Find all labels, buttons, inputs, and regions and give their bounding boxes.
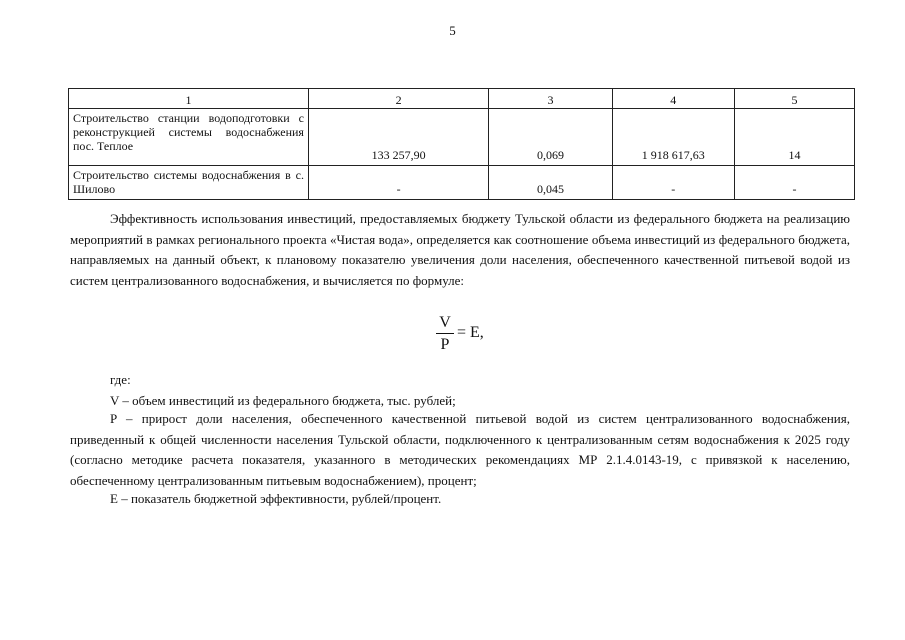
table-header-cell: 5: [734, 89, 854, 109]
formula-numerator: V: [436, 313, 454, 334]
table-cell: 0,045: [489, 166, 612, 200]
table-row: [69, 166, 855, 200]
table-cell: 1 918 617,63: [612, 109, 734, 166]
table-header-cell: 3: [489, 89, 612, 109]
table-cell: 133 257,90: [308, 109, 488, 166]
table-header-row: [69, 89, 855, 109]
object-name-cell: Строительство системы водоснабжения в с. Шилово: [69, 166, 309, 200]
table-header-cell: 2: [308, 89, 488, 109]
table-cell: -: [612, 166, 734, 200]
investment-table: [68, 88, 855, 200]
where-label: где:: [110, 372, 131, 387]
table-cell: -: [308, 166, 488, 200]
definition-v: V – объем инвестиций из федерального бюджета, тыс. рублей;: [110, 393, 456, 408]
formula-result: = E,: [457, 324, 484, 341]
object-name-cell: Строительство станции водоподготовки с реконструкцией системы водоснабжения пос. Теплое: [69, 109, 309, 166]
table-cell: 14: [734, 109, 854, 166]
definition-p: P – прирост доли населения, обеспеченного качественной питьевой водой из систем централизованного водоснабжения, приведенный к общей численности населения Тульской области, подключенного к централизованным сетям водоснабжения к 2025 году (согласно методике расчета показателя, указанного в методических рекомендациях МР 2.1.4.0143-19, с привязкой к населению, обеспеченному централизованным питьевым водоснабжением), процент;: [70, 411, 850, 489]
formula-fraction: [436, 313, 454, 354]
table-header-cell: 1: [69, 89, 309, 109]
table-row: [69, 109, 855, 166]
table-header-cell: 4: [612, 89, 734, 109]
formula-denominator: P: [440, 336, 450, 353]
page-number: 5: [449, 23, 456, 38]
efficiency-paragraph: Эффективность использования инвестиций, предоставляемых бюджету Тульской области из федерального бюджета на реализацию мероприятий в рамках регионального проекта «Чистая вода», определяется как соотношение объема инвестиций из федерального бюджета, направляемых на данный объект, к плановому показателю увеличения доли населения, обеспеченного качественной питьевой водой из систем централизованного водоснабжения, и вычисляется по формуле:: [70, 211, 850, 289]
table-cell: 0,069: [489, 109, 612, 166]
definition-e: E – показатель бюджетной эффективности, рублей/процент.: [110, 491, 442, 506]
table-cell: -: [734, 166, 854, 200]
